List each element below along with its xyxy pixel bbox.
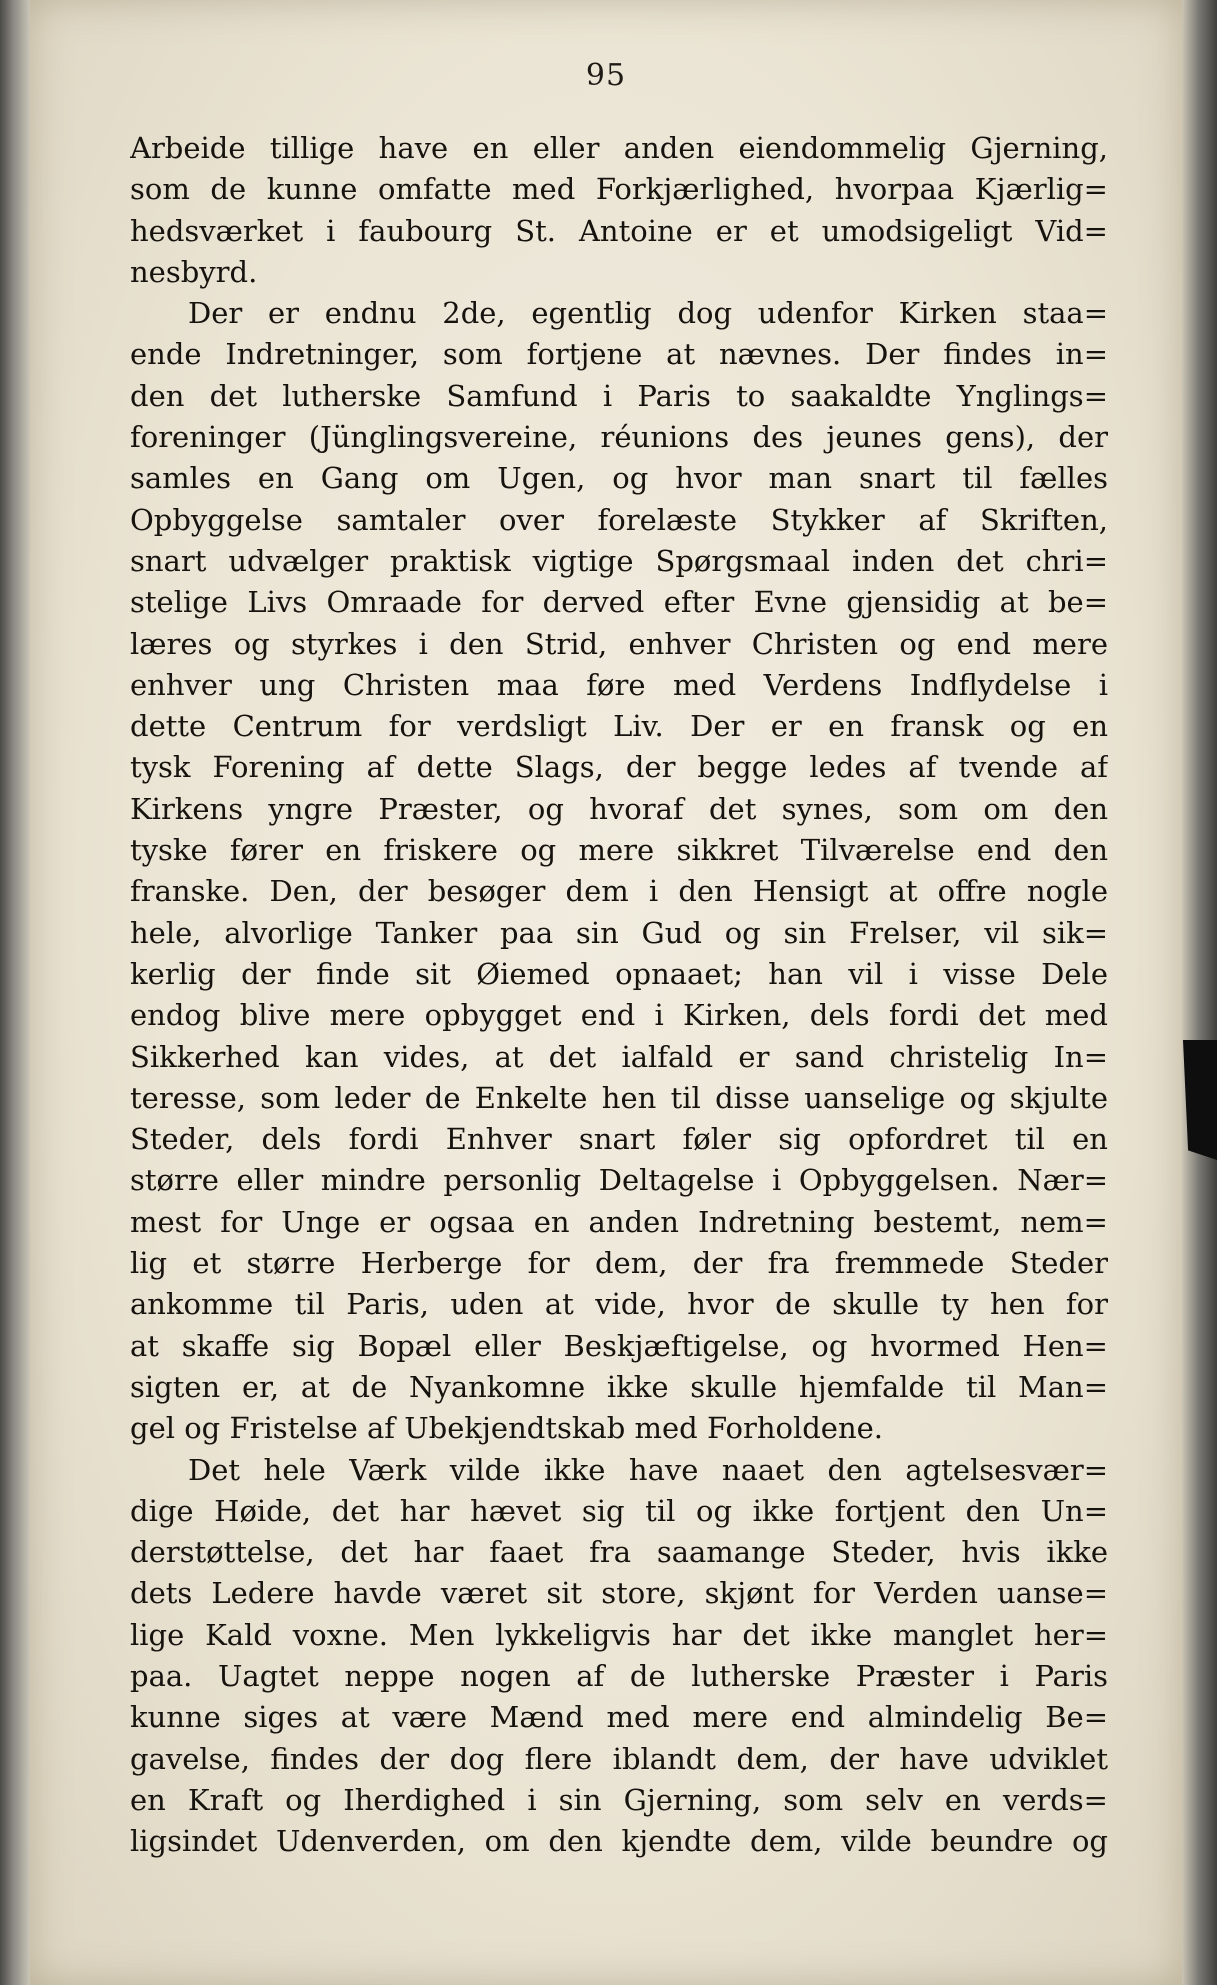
text-line: samles en Gang om Ugen, og hvor man snart til fælles <box>130 461 1108 496</box>
text-line: mest for Unge er ogsaa en anden Indretning bestemt, nem= <box>130 1204 1108 1239</box>
text-line: Opbyggelse samtaler over forelæste Stykker af Skriften, <box>130 502 1108 537</box>
text-line: gavelse, findes der dog flere iblandt dem, der have udviklet <box>130 1741 1108 1776</box>
scan-left-edge <box>0 0 34 1985</box>
text-line: Det hele Værk vilde ikke have naaet den agtelsesvær= <box>188 1452 1108 1487</box>
text-line: derstøttelse, det har faaet fra saamange Steder, hvis ikke <box>130 1535 1108 1570</box>
text-line: lige Kald voxne. Men lykkeligvis har det ikke manglet her= <box>130 1617 1108 1652</box>
text-line: Sikkerhed kan vides, at det ialfald er sand christelig In= <box>130 1039 1108 1074</box>
text-line: som de kunne omfatte med Forkjærlighed, hvorpaa Kjærlig= <box>130 172 1108 207</box>
text-line: Der er endnu 2de, egentlig dog udenfor Kirken staa= <box>188 296 1108 331</box>
text-line: den det lutherske Samfund i Paris to saakaldte Ynglings= <box>130 378 1108 413</box>
text-line: kunne siges at være Mænd med mere end almindelig Be= <box>130 1700 1108 1735</box>
text-line: dets Ledere havde været sit store, skjønt for Verden uanse= <box>130 1576 1108 1611</box>
scan-right-edge <box>1181 0 1217 1985</box>
scan-dark-tab <box>1183 1040 1217 1160</box>
text-line: Steder, dels fordi Enhver snart føler sig opfordret til en <box>130 1122 1108 1157</box>
text-line: teresse, som leder de Enkelte hen til disse uanselige og skjulte <box>130 1080 1108 1115</box>
text-line: nesbyrd. <box>130 254 258 289</box>
text-line: franske. Den, der besøger dem i den Hensigt at offre nogle <box>130 874 1108 909</box>
text-line: paa. Uagtet neppe nogen af de lutherske Præster i Paris <box>130 1658 1108 1693</box>
text-line: stelige Livs Omraade for derved efter Evne gjensidig at be= <box>130 585 1108 620</box>
text-line: større eller mindre personlig Deltagelse i Opbyggelsen. Nær= <box>130 1163 1108 1198</box>
text-line: at skaffe sig Bopæl eller Beskjæftigelse, og hvormed Hen= <box>130 1328 1108 1363</box>
text-line: ankomme til Paris, uden at vide, hvor de skulle ty hen for <box>130 1287 1108 1322</box>
text-line: tyske fører en friskere og mere sikkret Tilværelse end den <box>130 833 1108 868</box>
text-line: ligsindet Udenverden, om den kjendte dem, vilde beundre og <box>130 1824 1108 1859</box>
text-line: hedsværket i faubourg St. Antoine er et umodsigeligt Vid= <box>130 213 1108 248</box>
page-number: 95 <box>585 58 627 93</box>
text-line: dige Høide, det har hævet sig til og ikke fortjent den Un= <box>130 1493 1108 1528</box>
text-line: dette Centrum for verdsligt Liv. Der er en fransk og en <box>130 709 1108 744</box>
text-line: foreninger (Jünglingsvereine, réunions des jeunes gens), der <box>130 420 1108 455</box>
text-line: gel og Fristelse af Ubekjendtskab med Forholdene. <box>130 1411 884 1446</box>
text-line: ende Indretninger, som fortjene at nævnes. Der findes in= <box>130 337 1108 372</box>
text-line: sigten er, at de Nyankomne ikke skulle hjemfalde til Man= <box>130 1369 1108 1404</box>
body-text <box>130 128 1108 1862</box>
text-line: Arbeide tillige have en eller anden eiendommelig Gjerning, <box>130 131 1108 165</box>
text-line: endog blive mere opbygget end i Kirken, dels fordi det med <box>130 998 1108 1033</box>
text-line: en Kraft og Iherdighed i sin Gjerning, som selv en verds= <box>130 1782 1108 1817</box>
text-line: hele, alvorlige Tanker paa sin Gud og sin Frelser, vil sik= <box>130 915 1108 950</box>
text-line: Kirkens yngre Præster, og hvoraf det synes, som om den <box>130 791 1108 826</box>
book-page <box>30 0 1182 1985</box>
text-line: tysk Forening af dette Slags, der begge ledes af tvende af <box>130 750 1108 785</box>
text-line: enhver ung Christen maa føre med Verdens Indflydelse i <box>130 667 1108 702</box>
text-line: kerlig der finde sit Øiemed opnaaet; han vil i visse Dele <box>130 956 1108 991</box>
text-line: læres og styrkes i den Strid, enhver Christen og end mere <box>130 626 1108 661</box>
text-line: lig et større Herberge for dem, der fra fremmede Steder <box>130 1246 1108 1281</box>
text-line: snart udvælger praktisk vigtige Spørgsmaal inden det chri= <box>130 543 1108 578</box>
